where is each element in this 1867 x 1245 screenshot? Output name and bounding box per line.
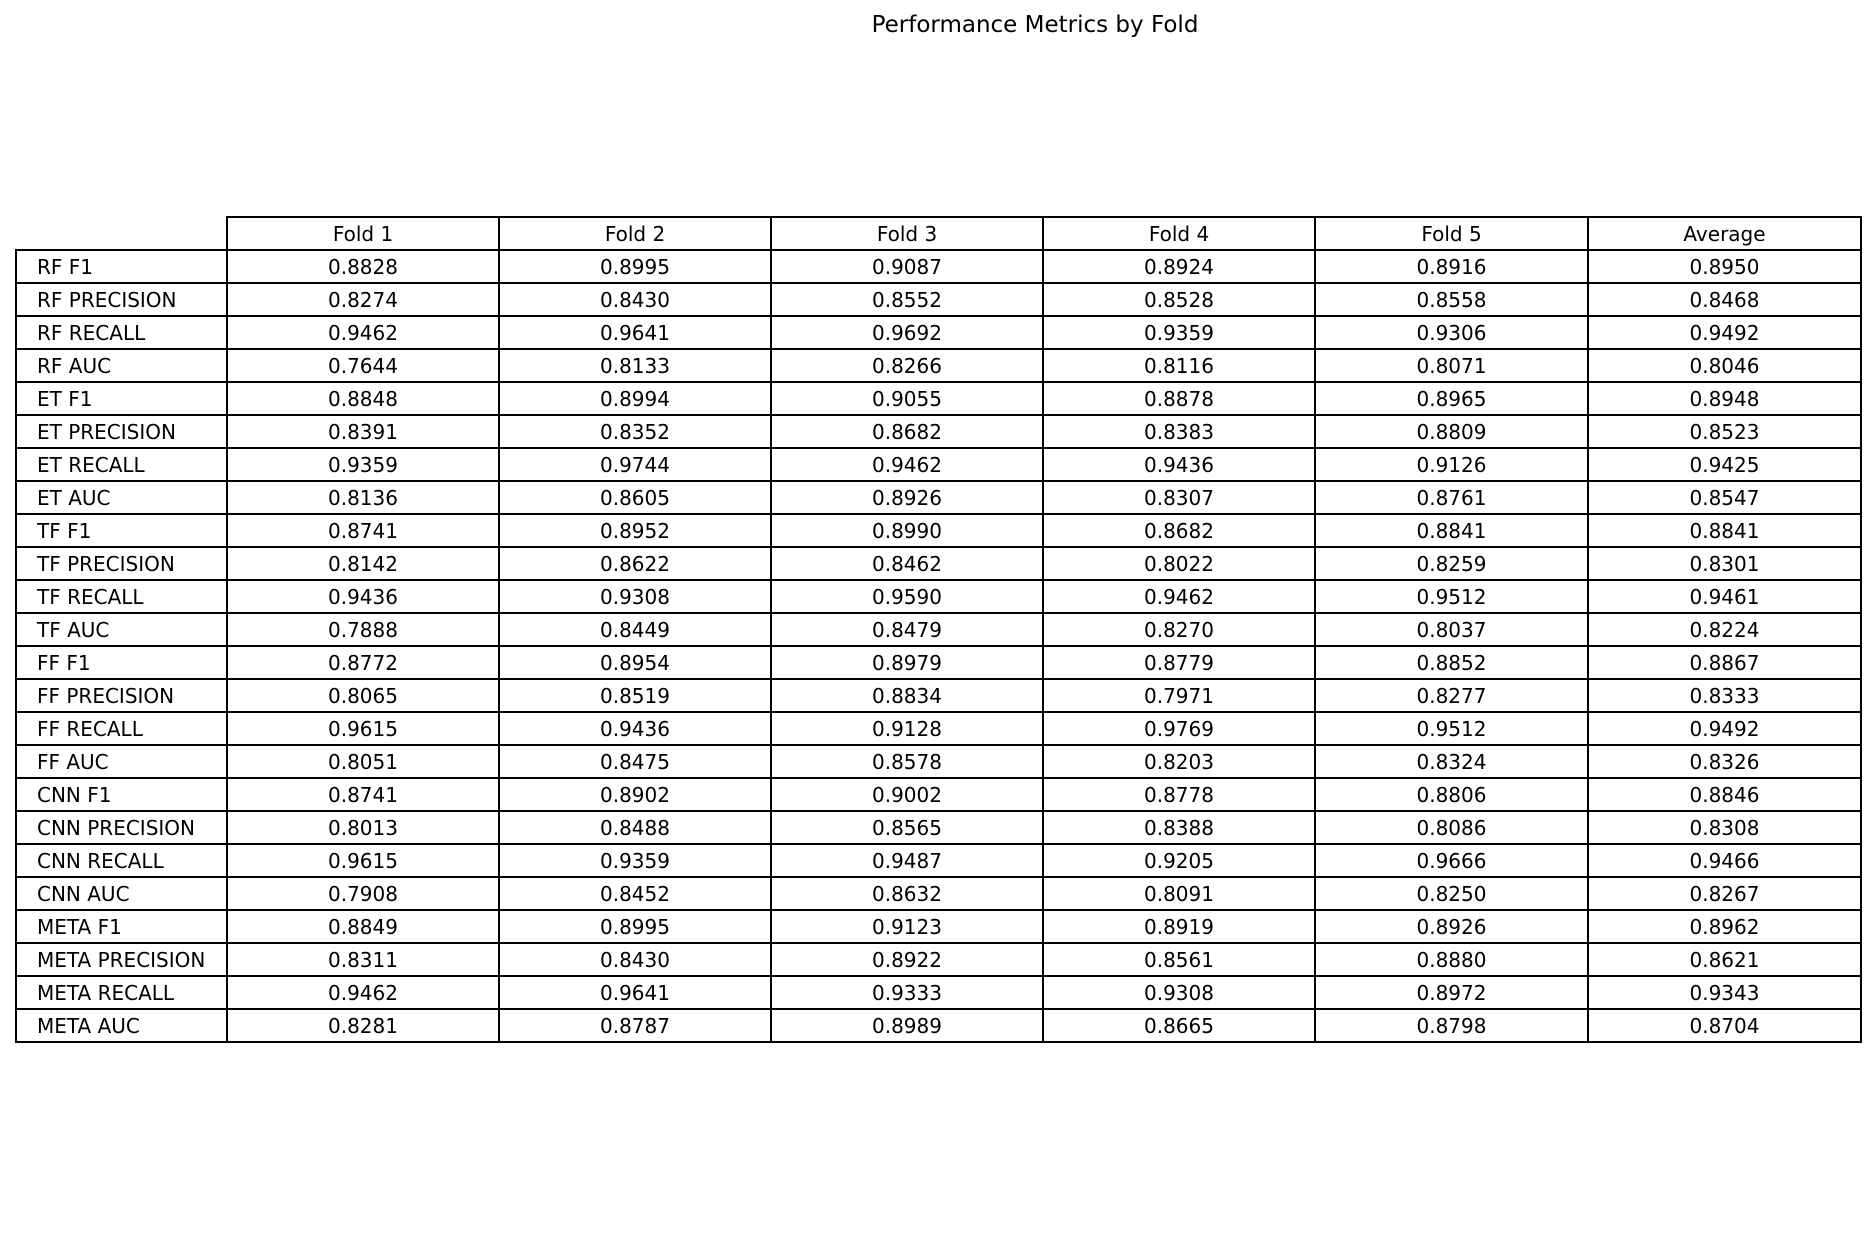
table-cell: 0.8741 xyxy=(227,778,499,811)
table-row xyxy=(16,580,1861,613)
row-label: META PRECISION xyxy=(16,943,227,976)
table-cell: 0.9333 xyxy=(771,976,1043,1009)
table-cell: 0.9590 xyxy=(771,580,1043,613)
table-cell: 0.9466 xyxy=(1588,844,1861,877)
table-cell: 0.8779 xyxy=(1043,646,1315,679)
table-cell: 0.8995 xyxy=(499,250,771,283)
table-cell: 0.7888 xyxy=(227,613,499,646)
row-label: FF AUC xyxy=(16,745,227,778)
table-cell: 0.9692 xyxy=(771,316,1043,349)
table-row xyxy=(16,283,1861,316)
row-label: FF RECALL xyxy=(16,712,227,745)
table-cell: 0.8848 xyxy=(227,382,499,415)
table-cell: 0.8787 xyxy=(499,1009,771,1042)
table-cell: 0.8301 xyxy=(1588,547,1861,580)
table-cell: 0.8565 xyxy=(771,811,1043,844)
row-label: TF F1 xyxy=(16,514,227,547)
table-cell: 0.8488 xyxy=(499,811,771,844)
table-cell: 0.8704 xyxy=(1588,1009,1861,1042)
table-cell: 0.9492 xyxy=(1588,712,1861,745)
table-cell: 0.8919 xyxy=(1043,910,1315,943)
table-cell: 0.9462 xyxy=(1043,580,1315,613)
table-cell: 0.8274 xyxy=(227,283,499,316)
table-cell: 0.8682 xyxy=(771,415,1043,448)
table-cell: 0.8558 xyxy=(1315,283,1588,316)
row-label: CNN AUC xyxy=(16,877,227,910)
chart-title: Performance Metrics by Fold xyxy=(871,12,1199,38)
table-row xyxy=(16,910,1861,943)
table-cell: 0.8841 xyxy=(1588,514,1861,547)
table-cell: 0.8452 xyxy=(499,877,771,910)
row-label: TF RECALL xyxy=(16,580,227,613)
table-cell: 0.8324 xyxy=(1315,745,1588,778)
table-cell: 0.8013 xyxy=(227,811,499,844)
table-cell: 0.9205 xyxy=(1043,844,1315,877)
table-cell: 0.8632 xyxy=(771,877,1043,910)
table-cell: 0.8277 xyxy=(1315,679,1588,712)
table-row xyxy=(16,844,1861,877)
table-row xyxy=(16,481,1861,514)
table-cell: 0.9359 xyxy=(227,448,499,481)
table-cell: 0.8250 xyxy=(1315,877,1588,910)
table-cell: 0.8519 xyxy=(499,679,771,712)
table-cell: 0.8037 xyxy=(1315,613,1588,646)
table-row xyxy=(16,646,1861,679)
table-cell: 0.8902 xyxy=(499,778,771,811)
table-cell: 0.9462 xyxy=(771,448,1043,481)
table-cell: 0.9615 xyxy=(227,712,499,745)
row-label: ET F1 xyxy=(16,382,227,415)
table-cell: 0.8352 xyxy=(499,415,771,448)
table-cell: 0.8142 xyxy=(227,547,499,580)
table-cell: 0.8972 xyxy=(1315,976,1588,1009)
table-cell: 0.9359 xyxy=(1043,316,1315,349)
table-cell: 0.8682 xyxy=(1043,514,1315,547)
header-corner-cell xyxy=(16,217,227,250)
table-cell: 0.8926 xyxy=(1315,910,1588,943)
table-cell: 0.8430 xyxy=(499,283,771,316)
table-cell: 0.8307 xyxy=(1043,481,1315,514)
table-cell: 0.8828 xyxy=(227,250,499,283)
table-cell: 0.8468 xyxy=(1588,283,1861,316)
table-cell: 0.8203 xyxy=(1043,745,1315,778)
table-cell: 0.8383 xyxy=(1043,415,1315,448)
table-cell: 0.8741 xyxy=(227,514,499,547)
table-cell: 0.8989 xyxy=(771,1009,1043,1042)
table-cell: 0.8311 xyxy=(227,943,499,976)
table-cell: 0.9308 xyxy=(499,580,771,613)
table-row xyxy=(16,1009,1861,1042)
table-row xyxy=(16,349,1861,382)
column-header-fold-2: Fold 2 xyxy=(499,217,771,250)
table-cell: 0.8224 xyxy=(1588,613,1861,646)
table-cell: 0.8388 xyxy=(1043,811,1315,844)
table-cell: 0.9461 xyxy=(1588,580,1861,613)
table-cell: 0.8022 xyxy=(1043,547,1315,580)
table-cell: 0.8479 xyxy=(771,613,1043,646)
table-cell: 0.8622 xyxy=(499,547,771,580)
table-cell: 0.8046 xyxy=(1588,349,1861,382)
table-cell: 0.9306 xyxy=(1315,316,1588,349)
column-header-fold-4: Fold 4 xyxy=(1043,217,1315,250)
table-cell: 0.8266 xyxy=(771,349,1043,382)
table-cell: 0.8308 xyxy=(1588,811,1861,844)
table-cell: 0.8065 xyxy=(227,679,499,712)
table-cell: 0.8841 xyxy=(1315,514,1588,547)
table-cell: 0.8475 xyxy=(499,745,771,778)
table-cell: 0.8116 xyxy=(1043,349,1315,382)
table-cell: 0.8962 xyxy=(1588,910,1861,943)
table-cell: 0.8926 xyxy=(771,481,1043,514)
row-label: RF RECALL xyxy=(16,316,227,349)
table-cell: 0.8954 xyxy=(499,646,771,679)
table-row xyxy=(16,943,1861,976)
table-cell: 0.8133 xyxy=(499,349,771,382)
table-cell: 0.9512 xyxy=(1315,580,1588,613)
table-row xyxy=(16,250,1861,283)
table-cell: 0.9462 xyxy=(227,316,499,349)
table-cell: 0.8578 xyxy=(771,745,1043,778)
table-cell: 0.9512 xyxy=(1315,712,1588,745)
table-cell: 0.8136 xyxy=(227,481,499,514)
row-label: TF PRECISION xyxy=(16,547,227,580)
row-label: ET PRECISION xyxy=(16,415,227,448)
table-cell: 0.8952 xyxy=(499,514,771,547)
table-cell: 0.8778 xyxy=(1043,778,1315,811)
table-cell: 0.9462 xyxy=(227,976,499,1009)
table-cell: 0.8259 xyxy=(1315,547,1588,580)
row-label: ET RECALL xyxy=(16,448,227,481)
table-cell: 0.8878 xyxy=(1043,382,1315,415)
row-label: CNN PRECISION xyxy=(16,811,227,844)
table-cell: 0.8528 xyxy=(1043,283,1315,316)
table-cell: 0.8849 xyxy=(227,910,499,943)
table-row xyxy=(16,712,1861,745)
table-cell: 0.8990 xyxy=(771,514,1043,547)
table-cell: 0.8333 xyxy=(1588,679,1861,712)
header-row xyxy=(16,217,1861,250)
table-cell: 0.8552 xyxy=(771,283,1043,316)
row-label: CNN RECALL xyxy=(16,844,227,877)
table-cell: 0.8071 xyxy=(1315,349,1588,382)
table-cell: 0.8924 xyxy=(1043,250,1315,283)
table-cell: 0.8834 xyxy=(771,679,1043,712)
table-cell: 0.9492 xyxy=(1588,316,1861,349)
table-cell: 0.8462 xyxy=(771,547,1043,580)
table-cell: 0.8852 xyxy=(1315,646,1588,679)
table-cell: 0.8761 xyxy=(1315,481,1588,514)
table-row xyxy=(16,415,1861,448)
table-cell: 0.8326 xyxy=(1588,745,1861,778)
table-cell: 0.8950 xyxy=(1588,250,1861,283)
table-cell: 0.9641 xyxy=(499,316,771,349)
table-cell: 0.9343 xyxy=(1588,976,1861,1009)
table-row xyxy=(16,547,1861,580)
table-cell: 0.8391 xyxy=(227,415,499,448)
table-cell: 0.8449 xyxy=(499,613,771,646)
table-cell: 0.9615 xyxy=(227,844,499,877)
table-row xyxy=(16,679,1861,712)
table-row xyxy=(16,382,1861,415)
table-cell: 0.8523 xyxy=(1588,415,1861,448)
row-label: ET AUC xyxy=(16,481,227,514)
column-header-fold-1: Fold 1 xyxy=(227,217,499,250)
table-cell: 0.8994 xyxy=(499,382,771,415)
table-cell: 0.8086 xyxy=(1315,811,1588,844)
table-cell: 0.8267 xyxy=(1588,877,1861,910)
row-label: META RECALL xyxy=(16,976,227,1009)
table-cell: 0.8665 xyxy=(1043,1009,1315,1042)
table-cell: 0.8995 xyxy=(499,910,771,943)
table-row xyxy=(16,448,1861,481)
row-label: FF F1 xyxy=(16,646,227,679)
table-row xyxy=(16,976,1861,1009)
table-cell: 0.8270 xyxy=(1043,613,1315,646)
table-cell: 0.8948 xyxy=(1588,382,1861,415)
row-label: FF PRECISION xyxy=(16,679,227,712)
row-label: TF AUC xyxy=(16,613,227,646)
table-cell: 0.9425 xyxy=(1588,448,1861,481)
column-header-fold-3: Fold 3 xyxy=(771,217,1043,250)
table-cell: 0.8621 xyxy=(1588,943,1861,976)
table-cell: 0.8809 xyxy=(1315,415,1588,448)
table-header xyxy=(16,217,1861,250)
table-cell: 0.9769 xyxy=(1043,712,1315,745)
table-cell: 0.8965 xyxy=(1315,382,1588,415)
table-row xyxy=(16,613,1861,646)
table-cell: 0.9126 xyxy=(1315,448,1588,481)
table-row xyxy=(16,316,1861,349)
table-cell: 0.9641 xyxy=(499,976,771,1009)
table-row xyxy=(16,811,1861,844)
table-cell: 0.8880 xyxy=(1315,943,1588,976)
table-body xyxy=(16,250,1861,1042)
table-cell: 0.8051 xyxy=(227,745,499,778)
table-cell: 0.7971 xyxy=(1043,679,1315,712)
table-cell: 0.9055 xyxy=(771,382,1043,415)
table-cell: 0.8605 xyxy=(499,481,771,514)
table-cell: 0.9436 xyxy=(1043,448,1315,481)
table-cell: 0.9128 xyxy=(771,712,1043,745)
column-header-fold-5: Fold 5 xyxy=(1315,217,1588,250)
table-cell: 0.9666 xyxy=(1315,844,1588,877)
table-cell: 0.9359 xyxy=(499,844,771,877)
table-cell: 0.8916 xyxy=(1315,250,1588,283)
table-row xyxy=(16,745,1861,778)
table-cell: 0.9308 xyxy=(1043,976,1315,1009)
table-row xyxy=(16,778,1861,811)
table-cell: 0.9744 xyxy=(499,448,771,481)
row-label: RF F1 xyxy=(16,250,227,283)
row-label: CNN F1 xyxy=(16,778,227,811)
row-label: RF AUC xyxy=(16,349,227,382)
table-cell: 0.7644 xyxy=(227,349,499,382)
table-cell: 0.9436 xyxy=(499,712,771,745)
table-row xyxy=(16,514,1861,547)
table-cell: 0.8922 xyxy=(771,943,1043,976)
row-label: META F1 xyxy=(16,910,227,943)
table-cell: 0.8091 xyxy=(1043,877,1315,910)
table-cell: 0.9123 xyxy=(771,910,1043,943)
metrics-table xyxy=(15,216,1862,1043)
table-cell: 0.8430 xyxy=(499,943,771,976)
table-cell: 0.8281 xyxy=(227,1009,499,1042)
row-label: RF PRECISION xyxy=(16,283,227,316)
column-header-average: Average xyxy=(1588,217,1861,250)
table-cell: 0.8798 xyxy=(1315,1009,1588,1042)
table-cell: 0.8867 xyxy=(1588,646,1861,679)
row-label: META AUC xyxy=(16,1009,227,1042)
table-cell: 0.9487 xyxy=(771,844,1043,877)
table-cell: 0.9436 xyxy=(227,580,499,613)
table-cell: 0.7908 xyxy=(227,877,499,910)
table-cell: 0.8547 xyxy=(1588,481,1861,514)
table-cell: 0.8806 xyxy=(1315,778,1588,811)
table-row xyxy=(16,877,1861,910)
table-cell: 0.8979 xyxy=(771,646,1043,679)
table-cell: 0.9002 xyxy=(771,778,1043,811)
table-cell: 0.8561 xyxy=(1043,943,1315,976)
table-cell: 0.9087 xyxy=(771,250,1043,283)
table-cell: 0.8772 xyxy=(227,646,499,679)
table-cell: 0.8846 xyxy=(1588,778,1861,811)
